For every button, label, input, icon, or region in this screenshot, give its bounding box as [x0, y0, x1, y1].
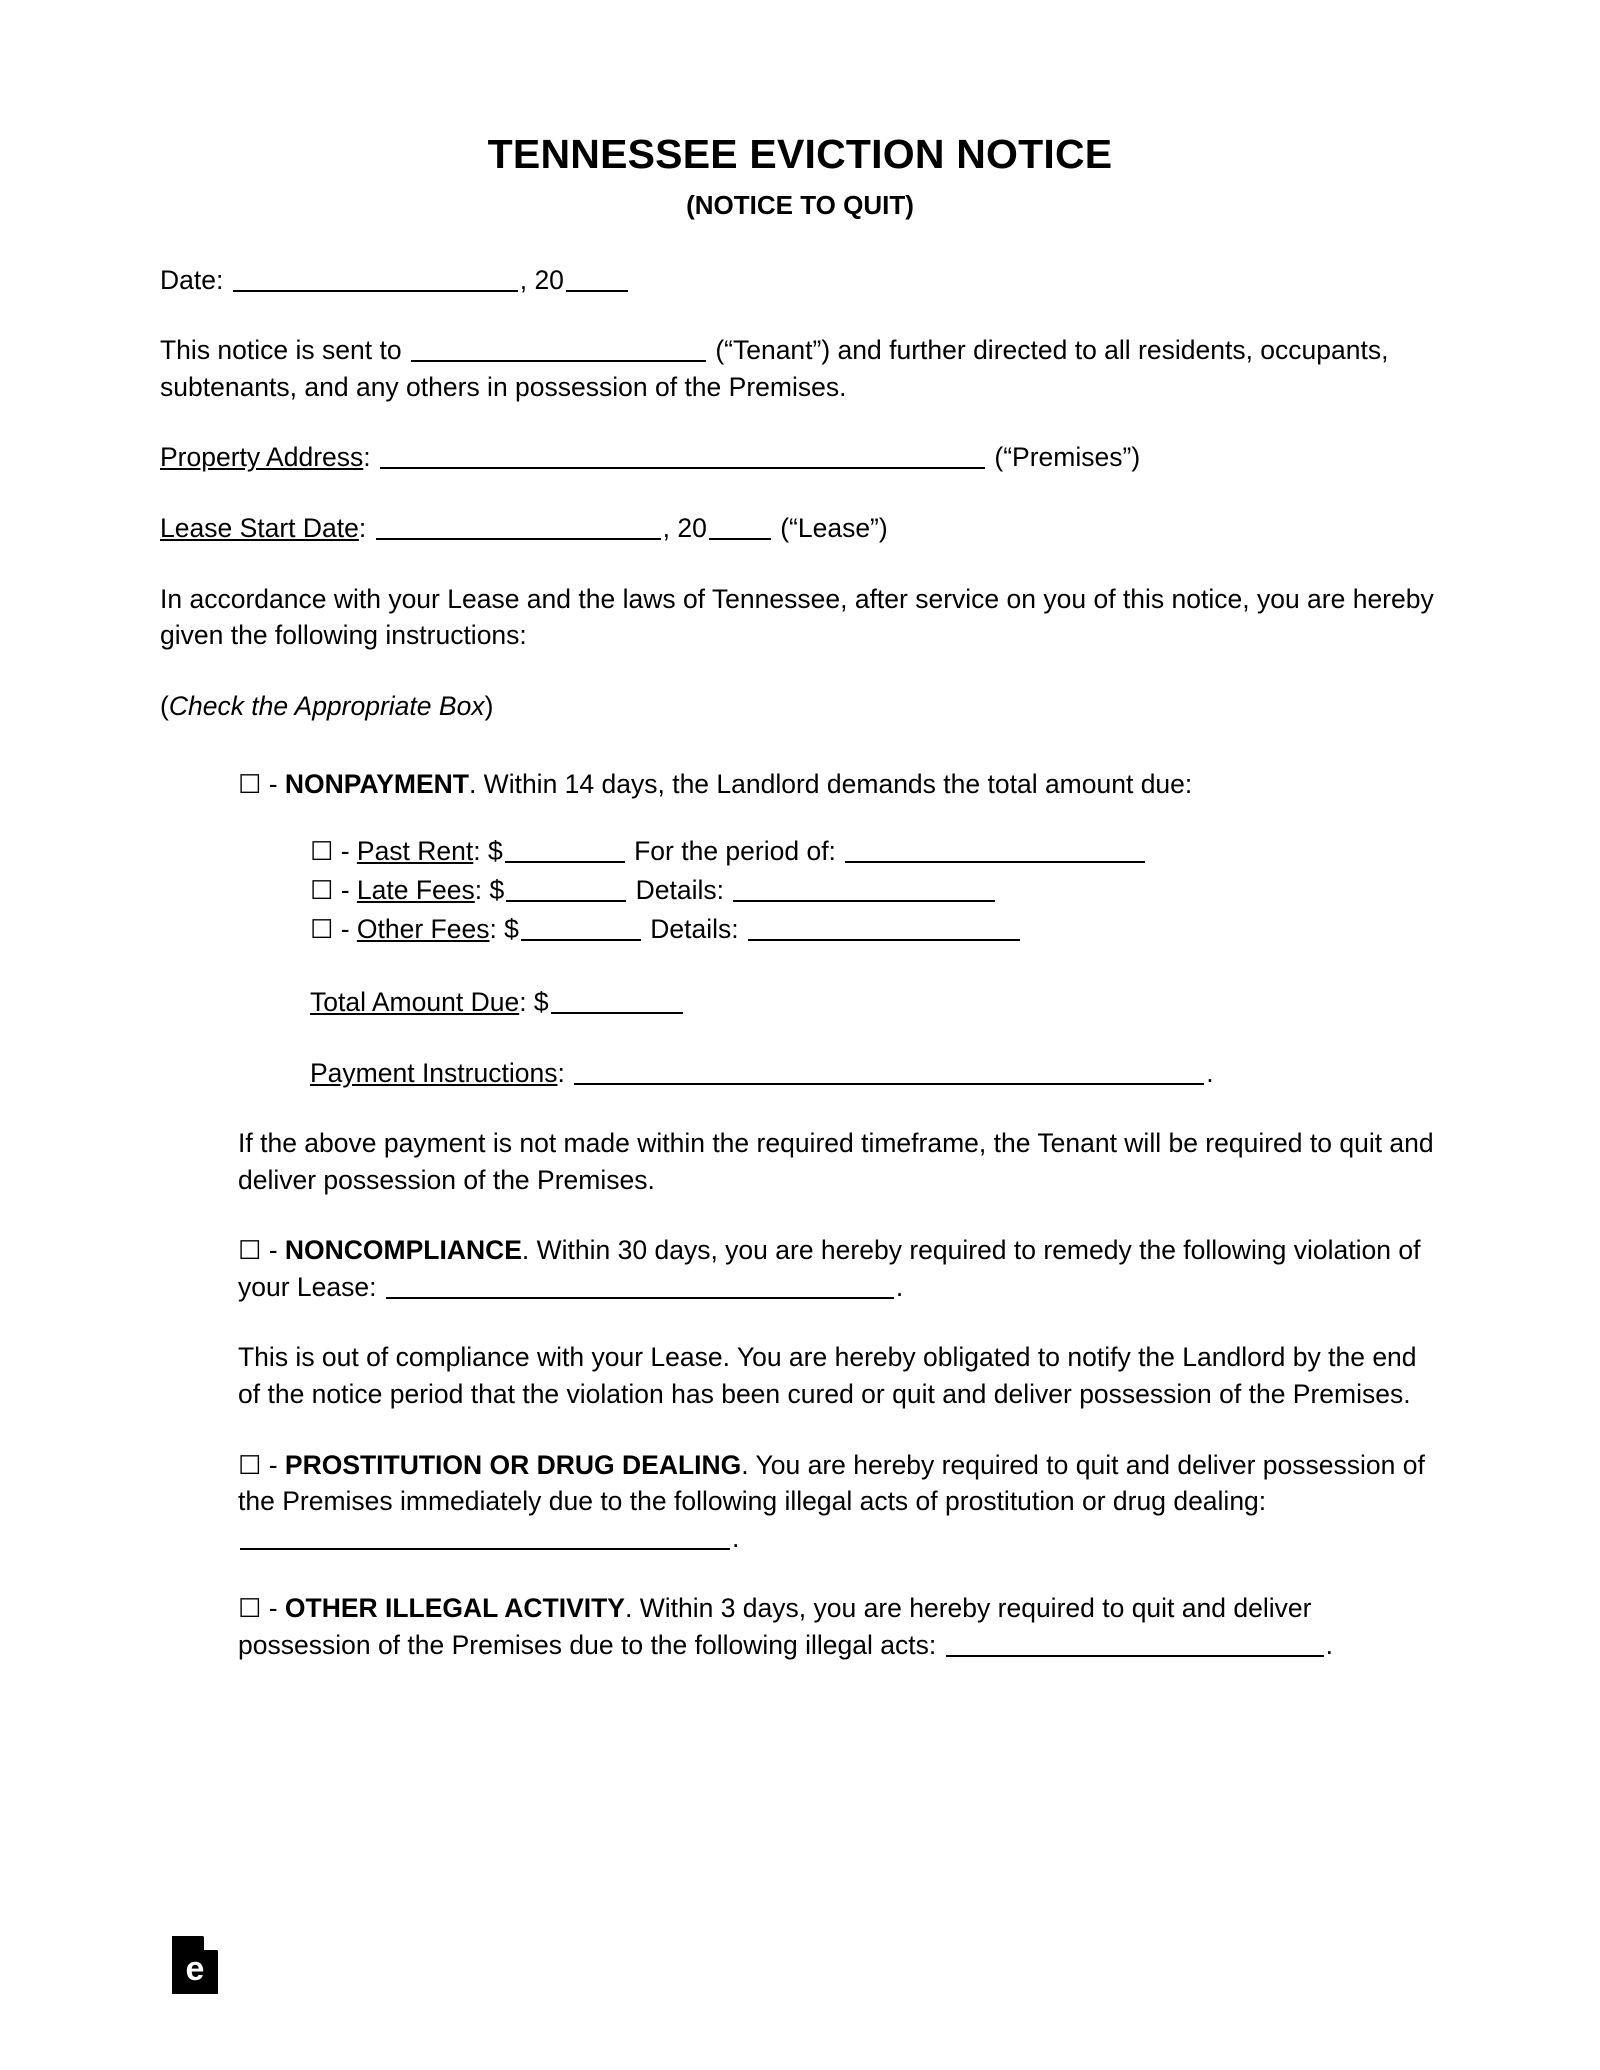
- lease-start-colon: :: [358, 512, 367, 543]
- date-label: Date:: [160, 264, 224, 295]
- notice-recipient-paragraph: [160, 298, 1440, 405]
- subitem-late-fees[interactable]: [310, 872, 1440, 909]
- lease-start-date-line: [160, 476, 1440, 547]
- lease-start-date-input-blank[interactable]: [376, 512, 661, 540]
- late-fees-details-input-blank[interactable]: [733, 874, 995, 902]
- property-address-label: Property Address: [160, 442, 364, 473]
- option-other-illegal-activity[interactable]: [238, 1556, 1440, 1663]
- other-illegal-period: .: [1325, 1629, 1333, 1660]
- dash-other-fees: -: [340, 913, 350, 944]
- option-noncompliance[interactable]: [238, 1198, 1440, 1305]
- prostitution-period: .: [732, 1522, 740, 1553]
- accordance-paragraph: In accordance with your Lease and the laws of Tennessee, after service on you of this notice, you are hereby given the following instructions:: [160, 583, 1434, 651]
- check-box-instruction: Check the Appropriate Box: [168, 690, 485, 721]
- other-illegal-acts-input-blank[interactable]: [946, 1629, 1324, 1657]
- property-address-colon: :: [363, 442, 371, 473]
- lease-violation-input-blank[interactable]: [386, 1271, 894, 1299]
- option-label-other-illegal: OTHER ILLEGAL ACTIVITY: [284, 1593, 625, 1624]
- subitem-other-fees[interactable]: [310, 911, 1440, 948]
- noncompliance-followup-paragraph: This is out of compliance with your Lease. You are hereby obligated to notify the Landlord by the end of the notice period that the violation has been cured or quit and deliver possession of the Premises.: [238, 1342, 1417, 1409]
- nonpayment-subitems: [310, 803, 1440, 948]
- option-text-other-illegal: . Within 3 days, you are hereby required to quit and deliver possession of the Premises due to the following illegal acts:: [238, 1593, 1312, 1660]
- total-amount-due-input-blank[interactable]: [551, 986, 683, 1014]
- subitem-past-rent[interactable]: [310, 833, 1440, 870]
- eforms-logo: [172, 1936, 218, 1994]
- dash-nonpayment: -: [268, 769, 278, 800]
- date-line: [160, 220, 1440, 299]
- colon-other-fees: : $: [489, 913, 519, 944]
- notice-sent-prefix: This notice is sent to: [160, 335, 402, 366]
- late-fees-amount-input-blank[interactable]: [506, 874, 626, 902]
- payment-instructions-label: Payment Instructions: [310, 1057, 558, 1088]
- checkbox-icon-prostitution[interactable]: ☐: [238, 1450, 262, 1481]
- date-year-input-blank[interactable]: [566, 264, 628, 292]
- dash-noncompliance: -: [268, 1235, 278, 1266]
- option-label-nonpayment: NONPAYMENT: [284, 769, 469, 800]
- checkbox-icon-noncompliance[interactable]: ☐: [238, 1236, 262, 1267]
- premises-suffix: (“Premises”): [994, 442, 1141, 473]
- past-rent-period-input-blank[interactable]: [845, 835, 1145, 863]
- checkbox-icon-past-rent[interactable]: ☐: [310, 836, 334, 867]
- colon-late-fees: : $: [474, 874, 505, 905]
- prostitution-acts-input-blank[interactable]: [240, 1522, 730, 1550]
- label-late-fees: Late Fees: [356, 874, 475, 905]
- paren-open: (: [160, 690, 169, 721]
- payment-instructions-input-blank[interactable]: [574, 1057, 1204, 1085]
- total-amount-due-colon: : $: [519, 987, 549, 1018]
- dash-prostitution: -: [268, 1449, 278, 1480]
- total-amount-due-line: [310, 948, 1440, 1021]
- property-address-line: [160, 405, 1440, 476]
- option-text-noncompliance: . Within 30 days, you are hereby required to remedy the following violation of your Lease:: [238, 1235, 1421, 1302]
- page-title: TENNESSEE EVICTION NOTICE: [487, 131, 1113, 177]
- logo-letter: e: [185, 1950, 205, 1988]
- label-past-rent: Past Rent: [356, 835, 474, 866]
- label-other-fees: Other Fees: [356, 913, 490, 944]
- checkbox-icon-nonpayment[interactable]: ☐: [238, 770, 262, 801]
- date-input-blank[interactable]: [233, 264, 518, 292]
- tenant-name-input-blank[interactable]: [411, 334, 706, 362]
- payment-instructions-line: [310, 1021, 1440, 1092]
- dash-late-fees: -: [340, 874, 350, 905]
- page-subtitle: (NOTICE TO QUIT): [686, 190, 914, 221]
- colon-past-rent: : $: [473, 835, 503, 866]
- checkbox-icon-late-fees[interactable]: ☐: [310, 875, 334, 906]
- detail-label-past-rent: For the period of:: [634, 835, 836, 866]
- payment-instructions-period: .: [1206, 1057, 1214, 1088]
- option-text-nonpayment: . Within 14 days, the Landlord demands the total amount due:: [468, 769, 1193, 800]
- property-address-input-blank[interactable]: [380, 442, 985, 470]
- check-box-instruction-line: [160, 654, 1440, 725]
- option-text-prostitution: . You are hereby required to quit and deliver possession of the Premises immediately due to the following illegal acts of prostitution or drug dealing:: [238, 1449, 1425, 1517]
- checkbox-icon-other-illegal[interactable]: ☐: [238, 1594, 262, 1625]
- checkbox-icon-other-fees[interactable]: ☐: [310, 914, 334, 945]
- date-year-prefix: , 20: [519, 264, 564, 295]
- lease-suffix: (“Lease”): [780, 512, 888, 543]
- past-rent-amount-input-blank[interactable]: [505, 835, 625, 863]
- option-label-noncompliance: NONCOMPLIANCE: [284, 1235, 522, 1266]
- detail-label-other-fees: Details:: [650, 913, 739, 944]
- lease-start-year-prefix: , 20: [662, 512, 707, 543]
- notice-sent-suffix: (“Tenant”) and further directed to all residents, occupants, subtenants, and any others in possession of the Premises.: [160, 335, 1389, 402]
- other-fees-amount-input-blank[interactable]: [521, 913, 641, 941]
- total-amount-due-label: Total Amount Due: [310, 987, 520, 1018]
- noncompliance-period: .: [895, 1271, 904, 1302]
- dash-other-illegal: -: [268, 1593, 278, 1624]
- nonpayment-followup-paragraph: If the above payment is not made within the required timeframe, the Tenant will be required to quit and deliver possession of the Premises.: [238, 1128, 1434, 1195]
- detail-label-late-fees: Details:: [635, 874, 724, 905]
- other-fees-details-input-blank[interactable]: [748, 913, 1020, 941]
- option-prostitution-drug-dealing[interactable]: [238, 1413, 1440, 1557]
- lease-start-date-label: Lease Start Date: [160, 512, 359, 543]
- document-icon: [172, 1936, 218, 1994]
- paren-close: ): [484, 690, 494, 721]
- lease-start-year-input-blank[interactable]: [709, 512, 771, 540]
- option-nonpayment[interactable]: [238, 724, 1440, 803]
- option-label-prostitution: PROSTITUTION OR DRUG DEALING: [284, 1449, 742, 1480]
- dash-past-rent: -: [340, 835, 350, 866]
- payment-instructions-colon: :: [557, 1057, 565, 1088]
